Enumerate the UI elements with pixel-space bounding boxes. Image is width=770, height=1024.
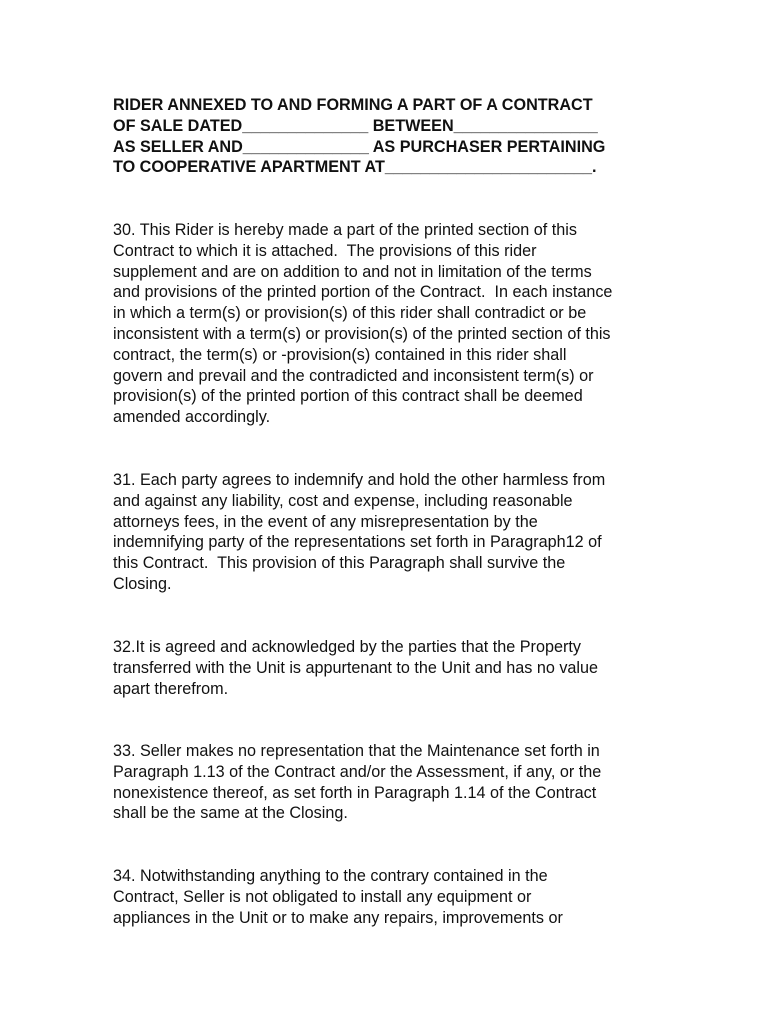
document-heading — [113, 95, 673, 178]
heading-line: TO COOPERATIVE APARTMENT AT_______________________. — [113, 158, 597, 177]
paragraph-line: inconsistent with a term(s) or provision(s) of the printed section of this — [113, 324, 611, 343]
paragraph-line: appliances in the Unit or to make any repairs, improvements or — [113, 908, 563, 927]
paragraph-line: contract, the term(s) or -provision(s) contained in this rider shall — [113, 345, 567, 364]
paragraph-line: 32.It is agreed and acknowledged by the parties that the Property — [113, 638, 581, 656]
paragraph-33 — [113, 741, 673, 824]
paragraph-34 — [113, 866, 673, 928]
paragraph-line: 31. Each party agrees to indemnify and hold the other harmless from — [113, 471, 606, 489]
paragraph-line: govern and prevail and the contradicted and inconsistent term(s) or — [113, 366, 594, 385]
paragraph-line: Paragraph 1.13 of the Contract and/or the Assessment, if any, or the — [113, 762, 602, 781]
paragraph-line: apart therefrom. — [113, 679, 229, 698]
paragraph-line: supplement and are on addition to and not in limitation of the terms — [113, 262, 592, 281]
paragraph-line: and provisions of the printed portion of the Contract. In each instance — [113, 283, 613, 302]
paragraph-line: provision(s) of the printed portion of this contract shall be deemed — [113, 387, 583, 406]
paragraph-line: Closing. — [113, 574, 172, 593]
paragraph-line: shall be the same at the Closing. — [113, 804, 348, 823]
heading-line: AS SELLER AND______________ AS PURCHASER PERTAINING — [113, 137, 606, 156]
paragraph-line: nonexistence thereof, as set forth in Paragraph 1.14 of the Contract — [113, 783, 597, 802]
paragraph-line: amended accordingly. — [113, 408, 271, 427]
paragraph-line: attorneys fees, in the event of any misrepresentation by the — [113, 512, 538, 531]
paragraph-line: transferred with the Unit is appurtenant to the Unit and has no value — [113, 658, 599, 677]
heading-line: OF SALE DATED______________ BETWEEN________________ — [113, 116, 598, 135]
paragraph-line: Contract to which it is attached. The provisions of this rider — [113, 241, 537, 260]
paragraph-line: and against any liability, cost and expense, including reasonable — [113, 491, 573, 510]
paragraph-line: 30. This Rider is hereby made a part of the printed section of this — [113, 221, 577, 239]
heading-line: RIDER ANNEXED TO AND FORMING A PART OF A CONTRACT — [113, 96, 593, 114]
paragraph-line: this Contract. This provision of this Paragraph shall survive the — [113, 554, 566, 573]
paragraph-line: 34. Notwithstanding anything to the contrary contained in the — [113, 867, 548, 885]
paragraph-31 — [113, 470, 673, 595]
paragraph-line: indemnifying party of the representations set forth in Paragraph12 of — [113, 533, 602, 552]
paragraph-line: Contract, Seller is not obligated to install any equipment or — [113, 887, 532, 906]
paragraph-32 — [113, 637, 673, 699]
paragraph-line: 33. Seller makes no representation that the Maintenance set forth in — [113, 742, 600, 760]
paragraph-line: in which a term(s) or provision(s) of this rider shall contradict or be — [113, 304, 587, 323]
paragraph-30 — [113, 220, 673, 428]
